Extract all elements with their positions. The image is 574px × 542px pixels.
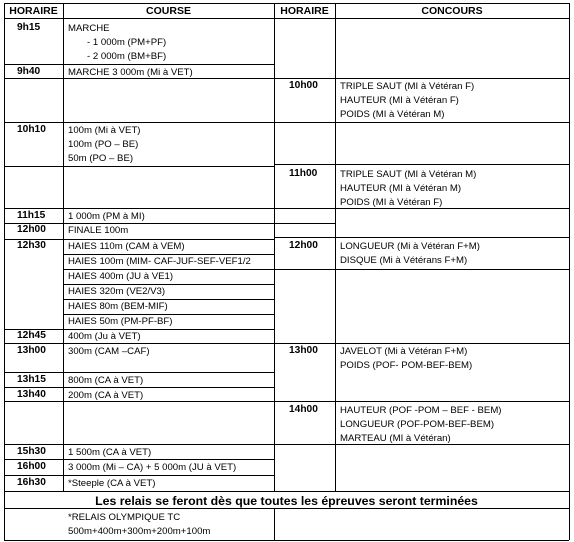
concours-event: LONGUEUR (POF-POM-BEF-BEM) [340, 419, 495, 430]
course-event: - 1 000m (PM+PF) [87, 37, 167, 48]
grid-line [274, 3, 275, 491]
grid-line [569, 3, 570, 540]
course-event: MARCHE [68, 23, 110, 34]
grid-line [63, 299, 274, 300]
grid-line [4, 64, 274, 65]
concours-time: 10h00 [289, 80, 318, 91]
course-event: 1 000m (PM à MI) [68, 211, 145, 222]
course-event: HAIES 80m (BEM-MIF) [68, 301, 168, 312]
relay-distances: 500m+400m+300m+200m+100m [68, 526, 211, 537]
course-time: 9h15 [17, 22, 41, 33]
course-time: 12h30 [17, 240, 46, 251]
grid-line [274, 122, 569, 123]
header-course: COURSE [146, 5, 191, 17]
course-event: HAIES 110m (CAM à VEM) [68, 241, 185, 252]
course-event: 300m (CAM –CAF) [68, 346, 150, 357]
course-event: 200m (CA à VET) [68, 390, 144, 401]
grid-line [274, 444, 569, 445]
course-time: 13h00 [17, 345, 46, 356]
grid-line [63, 254, 274, 255]
concours-event: HAUTEUR (MI à Vétéran M) [340, 183, 462, 194]
course-time: 10h10 [17, 124, 46, 135]
course-event: MARCHE 3 000m (Mi à VET) [68, 67, 193, 78]
course-event: HAIES 50m (PM-PF-BF) [68, 316, 173, 327]
course-time: 15h30 [17, 446, 46, 457]
concours-event: TRIPLE SAUT (MI à Vétéran M) [340, 169, 477, 180]
course-event: 400m (Ju à VET) [68, 331, 141, 342]
grid-line [4, 401, 274, 402]
course-time: 13h40 [17, 389, 46, 400]
grid-line [4, 444, 274, 445]
grid-line [274, 401, 569, 402]
concours-event: LONGUEUR (Mi à Vétéran F+M) [340, 241, 480, 252]
concours-event: TRIPLE SAUT (MI à Vétéran F) [340, 81, 475, 92]
grid-line [335, 3, 336, 491]
concours-time: 11h00 [289, 168, 318, 179]
grid-line [4, 208, 274, 209]
course-event: 3 000m (Mi – CA) + 5 000m (JU à VET) [68, 462, 237, 473]
grid-line [4, 3, 569, 4]
grid-line [274, 269, 569, 270]
grid-line [4, 372, 274, 373]
concours-event: MARTEAU (MI à Vétéran) [340, 433, 451, 444]
grid-line [274, 343, 569, 344]
course-event: 800m (CA à VET) [68, 375, 144, 386]
grid-line [4, 475, 274, 476]
header-horaire-course: HORAIRE [9, 5, 58, 17]
grid-line [4, 166, 274, 167]
grid-line [63, 284, 274, 285]
grid-line [4, 540, 569, 541]
concours-event: POIDS (POF- POM-BEF-BEM) [340, 360, 473, 371]
course-event: 100m (PO – BE) [68, 139, 139, 150]
grid-line [4, 343, 274, 344]
course-time: 11h15 [17, 210, 46, 221]
header-concours: CONCOURS [421, 5, 483, 17]
relay-notice: Les relais se feront dès que toutes les épreuves seront terminées [95, 494, 478, 508]
grid-line [274, 208, 569, 209]
course-event: HAIES 320m (VE2/V3) [68, 286, 166, 297]
course-time: 12h00 [17, 224, 46, 235]
grid-line [63, 269, 274, 270]
concours-time: 12h00 [289, 240, 318, 251]
grid-line [63, 314, 274, 315]
grid-line [4, 491, 569, 492]
grid-line [274, 164, 569, 165]
grid-line [4, 387, 274, 388]
grid-line [274, 508, 275, 540]
concours-time: 14h00 [289, 404, 318, 415]
concours-event: POIDS (MI à Vétéran M) [340, 109, 445, 120]
course-time: 13h15 [17, 374, 46, 385]
course-event: 1 500m (CA à VET) [68, 447, 152, 458]
grid-line [4, 18, 569, 19]
course-event: 100m (Mi à VET) [68, 125, 141, 136]
course-event: HAIES 100m (MIM- CAF-JUF-SEF-VEF1/2 [68, 256, 251, 267]
grid-line [274, 237, 569, 238]
grid-line [4, 508, 569, 509]
course-event: HAIES 400m (JU à VE1) [68, 271, 174, 282]
schedule-table [4, 3, 569, 540]
header-horaire-concours: HORAIRE [280, 5, 329, 17]
grid-line [63, 3, 64, 491]
concours-event: POIDS (MI à Vétéran F) [340, 197, 443, 208]
concours-event: JAVELOT (Mi à Vétéran F+M) [340, 346, 468, 357]
course-time: 9h40 [17, 66, 41, 77]
grid-line [274, 78, 569, 79]
grid-line [274, 223, 335, 224]
grid-line [4, 459, 274, 460]
concours-event: HAUTEUR (MI à Vétéran F) [340, 95, 459, 106]
course-event: FINALE 100m [68, 225, 129, 236]
concours-event: HAUTEUR (POF -POM – BEF - BEM) [340, 405, 502, 416]
course-time: 12h45 [17, 330, 46, 341]
course-event: - 2 000m (BM+BF) [87, 51, 167, 62]
concours-event: DISQUE (Mi à Vétérans F+M) [340, 255, 468, 266]
course-time: 16h00 [17, 461, 46, 472]
grid-line [4, 122, 274, 123]
course-event: 50m (PO – BE) [68, 153, 134, 164]
course-event: *Steeple (CA à VET) [68, 478, 156, 489]
relay-title: *RELAIS OLYMPIQUE TC [68, 512, 181, 523]
grid-line [4, 78, 274, 79]
concours-time: 13h00 [289, 345, 318, 356]
course-time: 16h30 [17, 477, 46, 488]
